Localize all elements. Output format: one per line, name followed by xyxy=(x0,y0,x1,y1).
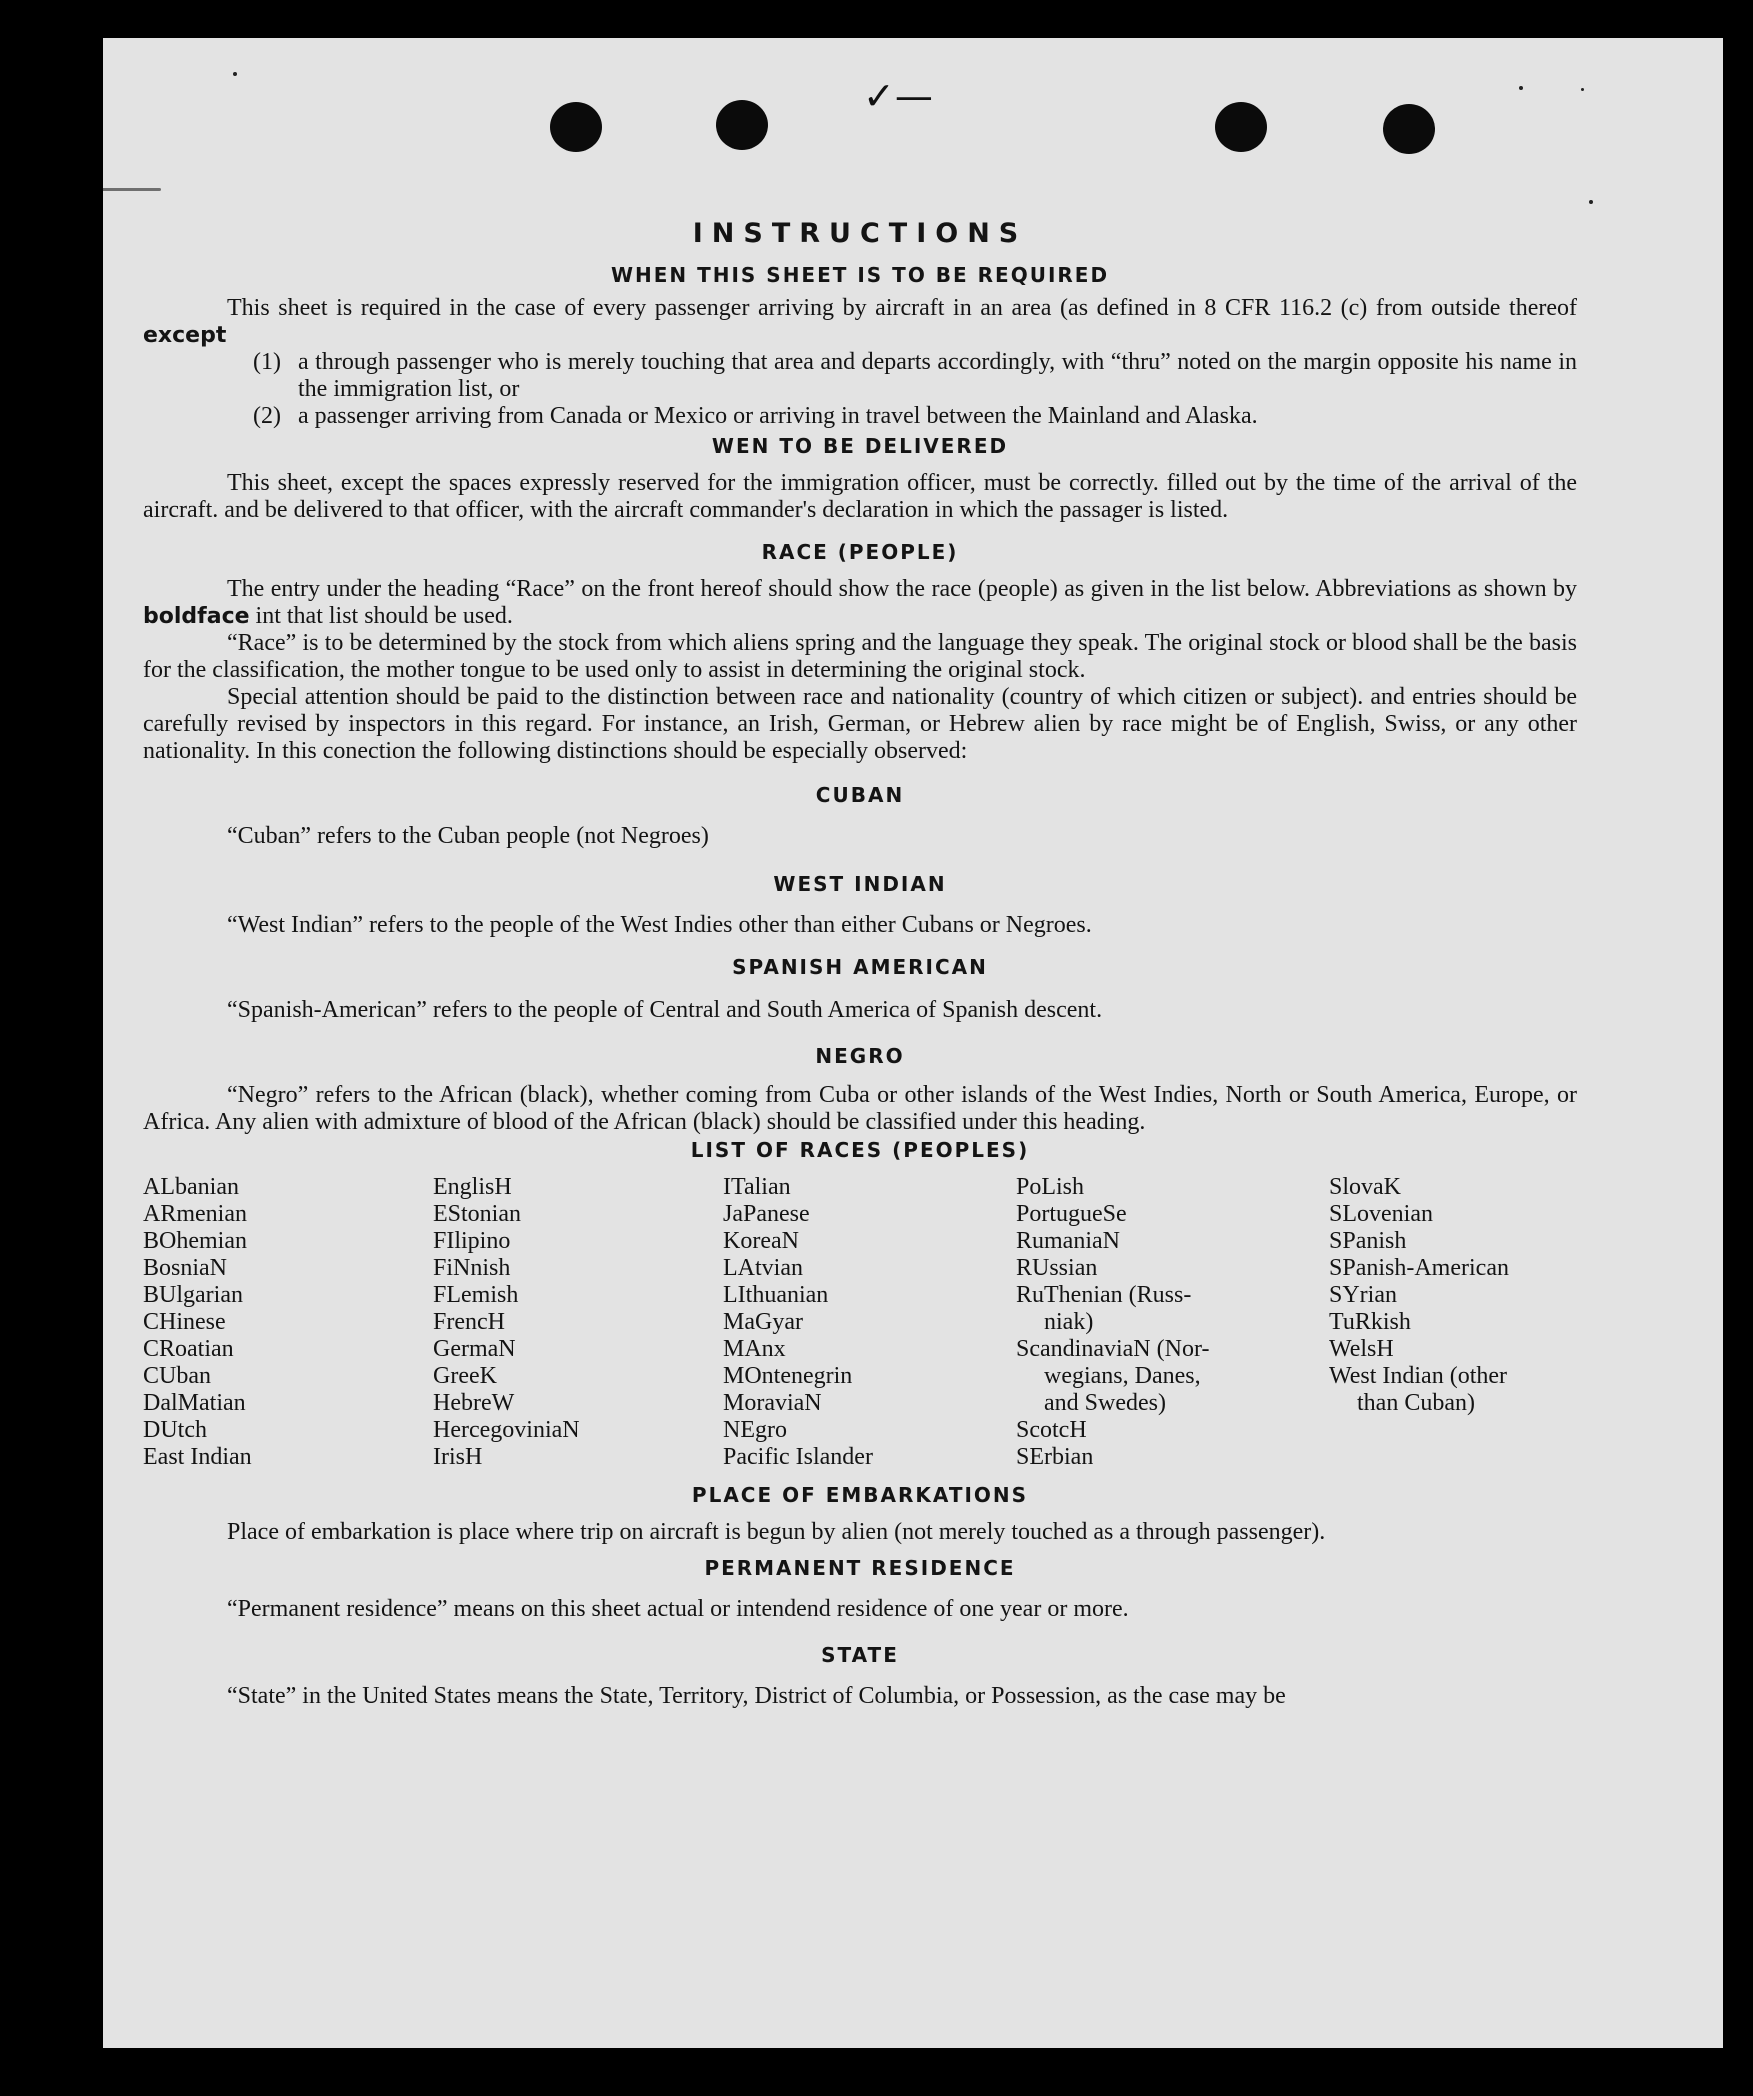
race-entry: EnglisH xyxy=(433,1174,512,1200)
race-entry: MoraviaN xyxy=(723,1390,822,1416)
race-entry: JaPanese xyxy=(723,1201,810,1227)
race-entry: CHinese xyxy=(143,1309,226,1335)
heading-list-of-races: LIST OF RACES (PEOPLES) xyxy=(690,1138,1030,1162)
race-entry: DalMatian xyxy=(143,1390,246,1416)
race-column-5 xyxy=(1329,1174,1577,1471)
race-entry: DUtch xyxy=(143,1417,207,1443)
race-entry: ALbanian xyxy=(143,1174,239,1200)
race-column-4 xyxy=(1016,1174,1329,1471)
required-item-1: (1) a through passenger who is merely touching that area and departs accordingly, with “thru” noted on the margin opposite his name in the immigration list, or xyxy=(253,349,1577,402)
race-entry: FiNnish xyxy=(433,1255,511,1281)
race-entry: GreeK xyxy=(433,1363,497,1389)
race-entry: SYrian xyxy=(1329,1282,1397,1308)
delivered-text: This sheet, except the spaces expressly reserved for the immigration officer, must be correctly. filled out by the time of the arrival of the aircraft. and be delivered to that officer, with the aircraft commander's declaration in which the passager is listed. xyxy=(143,470,1577,523)
speck xyxy=(233,72,237,76)
race-entry: HebreW xyxy=(433,1390,515,1416)
race-entry: MaGyar xyxy=(723,1309,803,1335)
race-entry-continued: and Swedes) xyxy=(1044,1390,1166,1416)
race-entry: BUlgarian xyxy=(143,1282,243,1308)
speck xyxy=(1589,200,1593,204)
race-entry: RuThenian (Russ- xyxy=(1016,1282,1192,1308)
race-entry: SPanish-American xyxy=(1329,1255,1509,1281)
heading-spanish-american: SPANISH AMERICAN xyxy=(732,955,988,979)
heading-embarkation: PLACE OF EMBARKATIONS xyxy=(691,1483,1029,1507)
race-entry: ITalian xyxy=(723,1174,791,1200)
race-entry: IrisH xyxy=(433,1444,483,1470)
race-entry: HercegoviniaN xyxy=(433,1417,580,1443)
race-entry: BosniaN xyxy=(143,1255,227,1281)
heading-race: RACE (PEOPLE) xyxy=(761,540,959,564)
race-paragraph-2: “Race” is to be determined by the stock from which aliens spring and the language they speak. The original stock or blood shall be the basis for the classification, the mother tongue to be used only to assist in determining the original stock. xyxy=(143,630,1577,683)
race-entry: East Indian xyxy=(143,1444,252,1470)
page-title: INSTRUCTIONS xyxy=(692,218,1028,249)
cuban-text: “Cuban” refers to the Cuban people (not Negroes) xyxy=(227,823,709,849)
boldface-emphasis: boldface xyxy=(143,604,250,629)
race-entry: CUban xyxy=(143,1363,211,1389)
required-item-2: (2) a passenger arriving from Canada or Mexico or arriving in travel between the Mainland and Alaska. xyxy=(253,403,1258,429)
race-entry: FLemish xyxy=(433,1282,519,1308)
punch-hole xyxy=(550,102,602,152)
punch-hole xyxy=(1383,104,1435,154)
race-entry: GermaN xyxy=(433,1336,516,1362)
race-column-1 xyxy=(143,1174,433,1471)
handwritten-check-mark: ✓— xyxy=(863,74,933,118)
heading-west-indian: WEST INDIAN xyxy=(773,872,947,896)
heading-when-required: WHEN THIS SHEET IS TO BE REQUIRED xyxy=(610,263,1110,287)
heading-state: STATE xyxy=(821,1643,899,1667)
negro-text: “Negro” refers to the African (black), whether coming from Cuba or other islands of the West Indies, North or South America, Europe, or Africa. Any alien with admixture of blood of the African (black) should be classified under this heading. xyxy=(143,1082,1577,1135)
heading-permanent-residence: PERMANENT RESIDENCE xyxy=(704,1556,1016,1580)
race-column-2 xyxy=(433,1174,723,1471)
heading-when-delivered: WEN TO BE DELIVERED xyxy=(711,434,1009,458)
required-intro: This sheet is required in the case of every passenger arriving by aircraft in an area (as defined in 8 CFR 116.2 (c) from outside thereof except xyxy=(143,295,1577,348)
state-text: “State” in the United States means the State, Territory, District of Columbia, or Possession, as the case may be xyxy=(227,1683,1286,1709)
race-entry: BOhemian xyxy=(143,1228,247,1254)
race-list xyxy=(143,1174,1577,1471)
race-column-3 xyxy=(723,1174,1016,1471)
race-entry: LAtvian xyxy=(723,1255,803,1281)
speck xyxy=(1581,88,1584,91)
race-entry: MOntenegrin xyxy=(723,1363,853,1389)
race-entry: WelsH xyxy=(1329,1336,1394,1362)
race-entry-continued: niak) xyxy=(1044,1309,1094,1335)
race-entry: Pacific Islander xyxy=(723,1444,873,1470)
punch-hole xyxy=(716,100,768,150)
race-entry-continued: than Cuban) xyxy=(1357,1390,1475,1416)
speck xyxy=(1519,86,1523,90)
race-entry: MAnx xyxy=(723,1336,786,1362)
spanish-american-text: “Spanish-American” refers to the people of Central and South America of Spanish descent. xyxy=(227,997,1103,1023)
instructions-content xyxy=(143,180,1577,1710)
heading-negro: NEGRO xyxy=(815,1044,905,1068)
except-emphasis: except xyxy=(143,323,227,348)
race-entry: LIthuanian xyxy=(723,1282,829,1308)
race-paragraph-1: The entry under the heading “Race” on the front hereof should show the race (people) as given in the list below. Abbreviations as shown by boldface int that list should be used. xyxy=(143,576,1577,629)
embarkation-text: Place of embarkation is place where trip on aircraft is begun by alien (not merely touched as a through passenger). xyxy=(227,1519,1326,1545)
race-entry: SPanish xyxy=(1329,1228,1407,1254)
race-entry: CRoatian xyxy=(143,1336,234,1362)
race-entry: NEgro xyxy=(723,1417,787,1443)
race-entry: West Indian (other xyxy=(1329,1363,1508,1389)
race-entry: KoreaN xyxy=(723,1228,799,1254)
permanent-residence-text: “Permanent residence” means on this sheet actual or intendend residence of one year or more. xyxy=(227,1596,1129,1622)
race-entry: SErbian xyxy=(1016,1444,1094,1470)
west-indian-text: “West Indian” refers to the people of the West Indies other than either Cubans or Negroes. xyxy=(227,912,1092,938)
race-entry: FrencH xyxy=(433,1309,505,1335)
race-entry: RumaniaN xyxy=(1016,1228,1120,1254)
punch-hole xyxy=(1215,102,1267,152)
race-entry: RUssian xyxy=(1016,1255,1098,1281)
race-entry: SLovenian xyxy=(1329,1201,1433,1227)
race-entry: PoLish xyxy=(1016,1174,1085,1200)
race-entry: ScotcH xyxy=(1016,1417,1087,1443)
race-entry: SlovaK xyxy=(1329,1174,1401,1200)
race-entry: ARmenian xyxy=(143,1201,247,1227)
race-entry: PortugueSe xyxy=(1016,1201,1127,1227)
race-entry: TuRkish xyxy=(1329,1309,1411,1335)
race-entry-continued: wegians, Danes, xyxy=(1044,1363,1201,1389)
race-paragraph-3: Special attention should be paid to the distinction between race and nationality (country of which citizen or subject). and entries should be carefully revised by inspectors in this regard. For instance, an Irish, German, or Hebrew alien by race might be of English, Swiss, or any other nationality. In this conection the following distinctions should be especially observed: xyxy=(143,684,1577,764)
race-entry: ScandinaviaN (Nor- xyxy=(1016,1336,1210,1362)
document-page xyxy=(103,38,1723,2048)
race-entry: EStonian xyxy=(433,1201,521,1227)
race-entry: FIlipino xyxy=(433,1228,511,1254)
heading-cuban: CUBAN xyxy=(815,783,905,807)
